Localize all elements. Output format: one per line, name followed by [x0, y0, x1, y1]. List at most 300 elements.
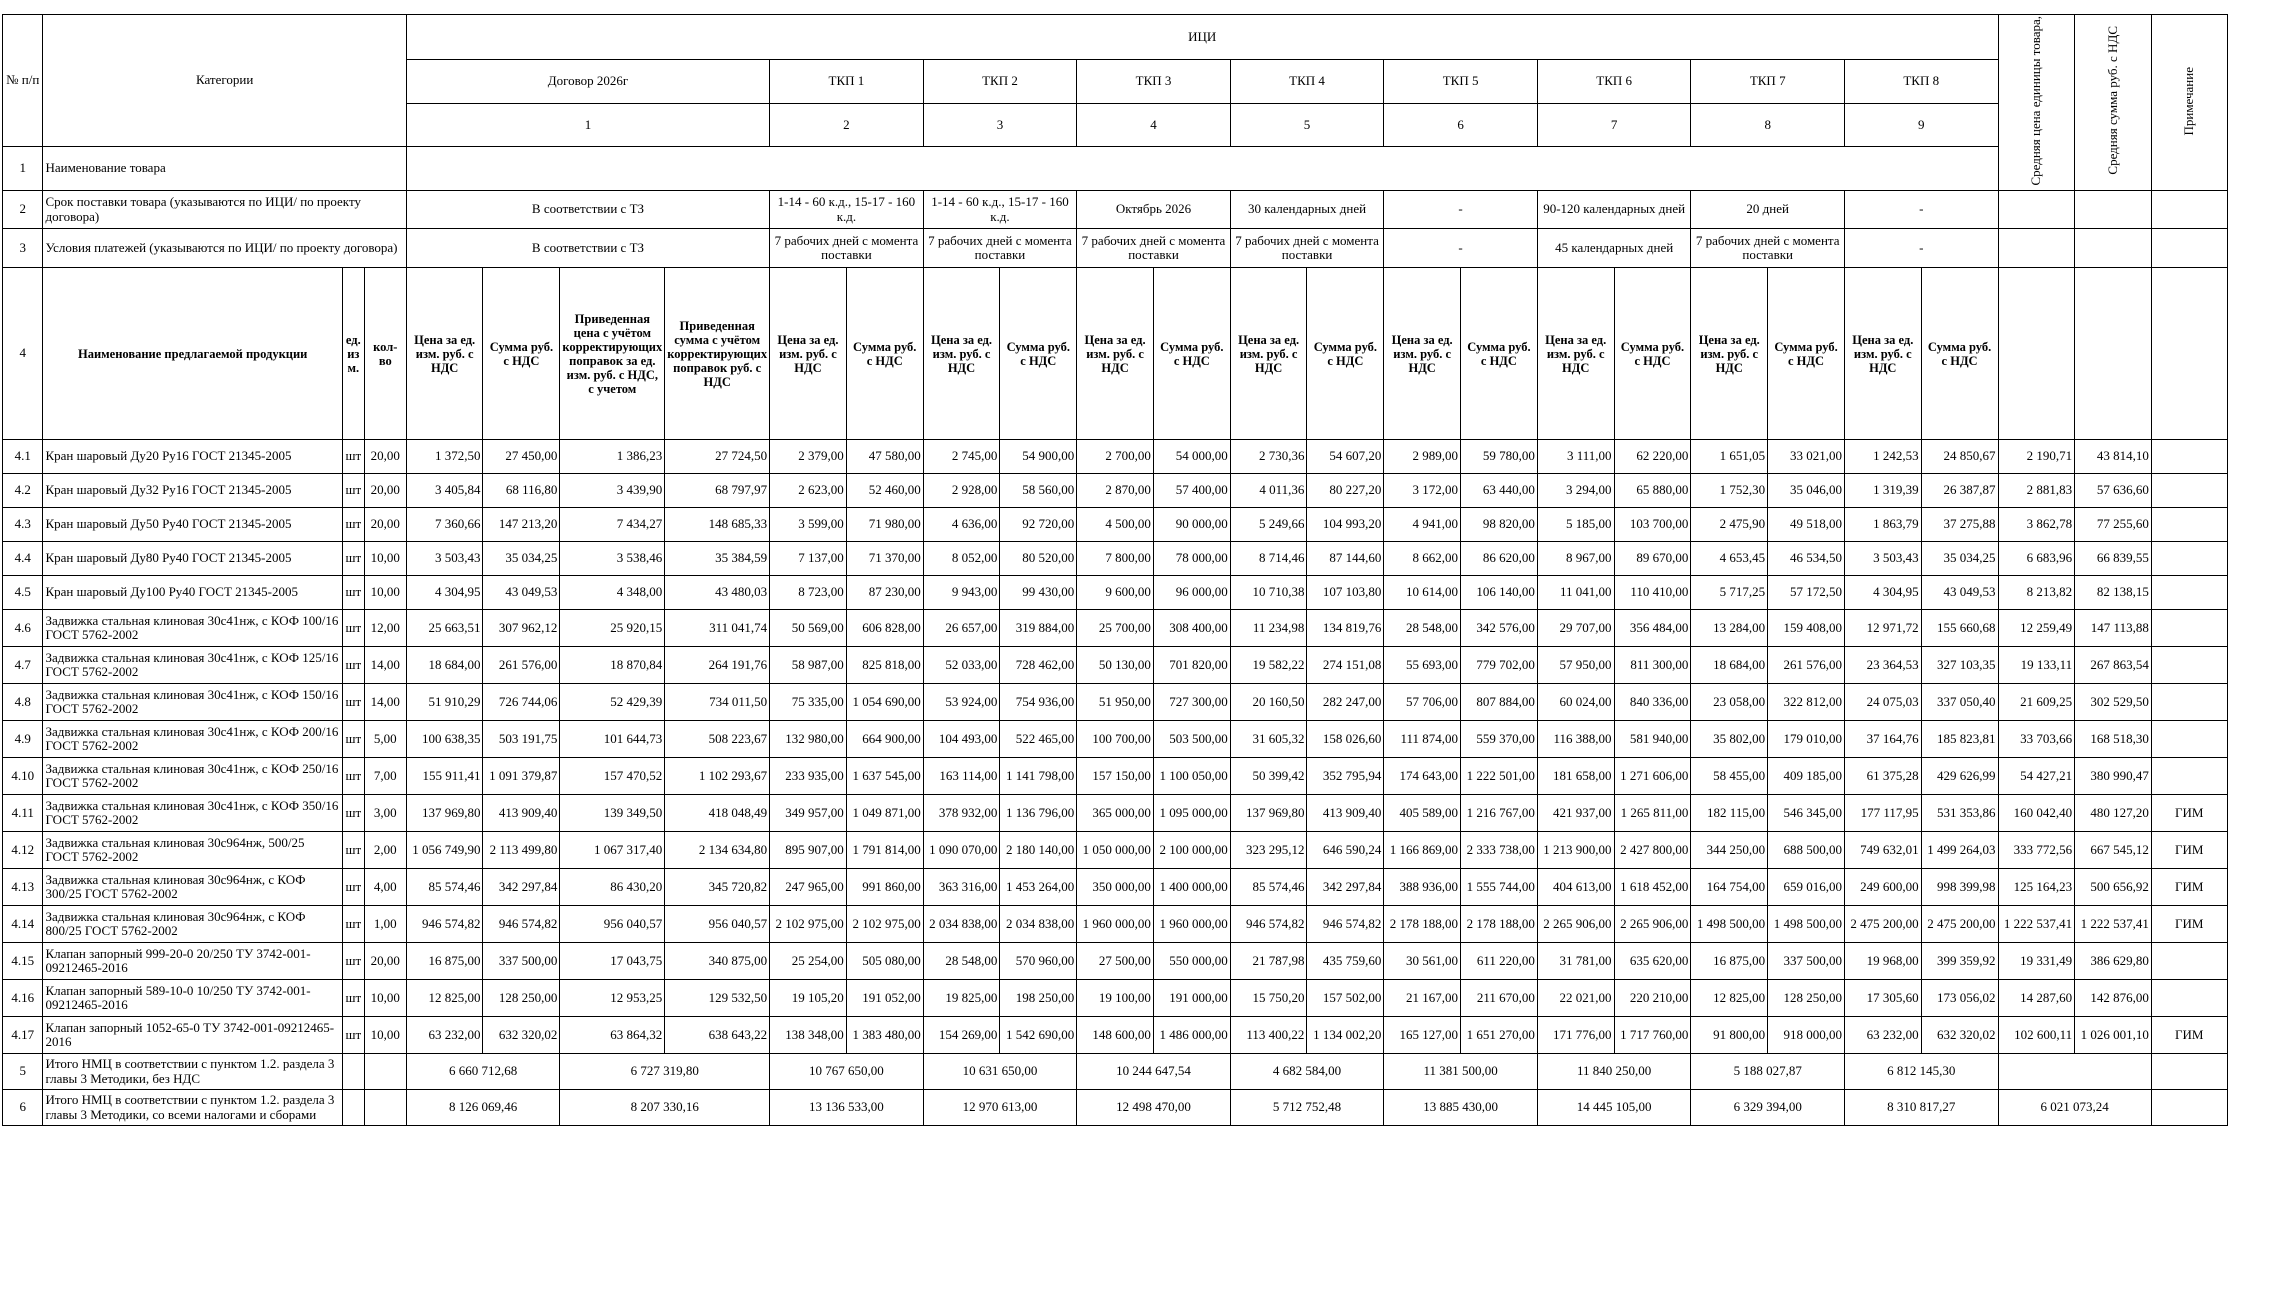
source-number-header: 7 — [1537, 103, 1691, 147]
item-value: 350 000,00 — [1077, 869, 1154, 906]
item-value: 1 222 537,41 — [2075, 906, 2152, 943]
item-value: 68 797,97 — [665, 474, 770, 508]
item-qty: 20,00 — [364, 474, 406, 508]
item-name: Клапан запорный 1052-65-0 ТУ 3742-001-09212465-2016 — [43, 1017, 342, 1054]
item-value: 132 980,00 — [770, 721, 847, 758]
item-value: 54 607,20 — [1307, 440, 1384, 474]
item-value: 1 091 379,87 — [483, 758, 560, 795]
item-value: 840 336,00 — [1614, 684, 1691, 721]
item-value: 31 605,32 — [1230, 721, 1307, 758]
item-value: 249 600,00 — [1844, 869, 1921, 906]
item-value: 80 520,00 — [1000, 542, 1077, 576]
row-number: 3 — [3, 229, 43, 268]
item-value: 4 500,00 — [1077, 508, 1154, 542]
item-value: 1 067 317,40 — [560, 832, 665, 869]
item-value: 82 138,15 — [2075, 576, 2152, 610]
empty-cell — [364, 1054, 406, 1090]
total-with-vat-cell: 12 498 470,00 — [1077, 1090, 1231, 1126]
item-value: 35 046,00 — [1768, 474, 1845, 508]
item-value: 89 670,00 — [1614, 542, 1691, 576]
delivery-term-cell: - — [1844, 191, 1998, 229]
sum-header: Сумма руб. с НДС — [1000, 268, 1077, 440]
source-name-header: ТКП 8 — [1844, 59, 1998, 103]
item-value: 191 000,00 — [1153, 980, 1230, 1017]
item-number: 4.6 — [3, 610, 43, 647]
item-value: 991 860,00 — [846, 869, 923, 906]
item-value: 503 500,00 — [1153, 721, 1230, 758]
item-value: 918 000,00 — [1768, 1017, 1845, 1054]
item-value: 727 300,00 — [1153, 684, 1230, 721]
item-value: 1 651 270,00 — [1460, 1017, 1537, 1054]
item-value: 503 191,75 — [483, 721, 560, 758]
item-value: 2 745,00 — [923, 440, 1000, 474]
item-value: 173 056,02 — [1921, 980, 1998, 1017]
item-value: 43 480,03 — [665, 576, 770, 610]
item-unit: шт — [342, 647, 364, 684]
adjusted-sum-header: Приведенная сумма с учётом корректирующих поправок руб. с НДС — [665, 268, 770, 440]
item-qty: 3,00 — [364, 795, 406, 832]
item-value: 17 305,60 — [1844, 980, 1921, 1017]
item-value: 429 626,99 — [1921, 758, 1998, 795]
item-value: 319 884,00 — [1000, 610, 1077, 647]
empty-cell — [2075, 229, 2152, 268]
item-qty: 10,00 — [364, 576, 406, 610]
item-value: 101 644,73 — [560, 721, 665, 758]
item-value: 85 574,46 — [406, 869, 483, 906]
item-value: 43 814,10 — [2075, 440, 2152, 474]
item-value: 1 213 900,00 — [1537, 832, 1614, 869]
item-value: 20 160,50 — [1230, 684, 1307, 721]
item-note — [2151, 508, 2227, 542]
item-qty: 2,00 — [364, 832, 406, 869]
item-value: 2 928,00 — [923, 474, 1000, 508]
item-value: 581 940,00 — [1614, 721, 1691, 758]
item-value: 1 791 814,00 — [846, 832, 923, 869]
item-value: 59 780,00 — [1460, 440, 1537, 474]
item-value: 65 880,00 — [1614, 474, 1691, 508]
item-value: 23 364,53 — [1844, 647, 1921, 684]
total-no-vat-cell: 11 381 500,00 — [1384, 1054, 1538, 1090]
item-name: Кран шаровый Ду50 Ру40 ГОСТ 21345-2005 — [43, 508, 342, 542]
item-value: 2 730,36 — [1230, 440, 1307, 474]
item-value: 128 250,00 — [483, 980, 560, 1017]
item-value: 344 250,00 — [1691, 832, 1768, 869]
item-number: 4.9 — [3, 721, 43, 758]
item-value: 807 884,00 — [1460, 684, 1537, 721]
item-value: 825 818,00 — [846, 647, 923, 684]
item-value: 75 335,00 — [770, 684, 847, 721]
item-value: 177 117,95 — [1844, 795, 1921, 832]
empty-cell — [2151, 191, 2227, 229]
item-value: 220 210,00 — [1614, 980, 1691, 1017]
item-value: 12 825,00 — [406, 980, 483, 1017]
total-no-vat-cell: 6 727 319,80 — [560, 1054, 770, 1090]
item-value: 100 700,00 — [1077, 721, 1154, 758]
item-value: 7 800,00 — [1077, 542, 1154, 576]
item-value: 726 744,06 — [483, 684, 560, 721]
total-no-vat-cell: 4 682 584,00 — [1230, 1054, 1384, 1090]
item-value: 17 043,75 — [560, 943, 665, 980]
sum-header: Сумма руб. с НДС — [1460, 268, 1537, 440]
item-note: ГИМ — [2151, 906, 2227, 943]
empty-cell — [1998, 191, 2075, 229]
item-number: 4.12 — [3, 832, 43, 869]
item-value: 2 427 800,00 — [1614, 832, 1691, 869]
item-value: 550 000,00 — [1153, 943, 1230, 980]
empty-cell — [2075, 191, 2152, 229]
item-unit: шт — [342, 610, 364, 647]
source-name-header: ТКП 4 — [1230, 59, 1384, 103]
delivery-term-cell: 30 календарных дней — [1230, 191, 1384, 229]
item-value: 99 430,00 — [1000, 576, 1077, 610]
table-row — [3, 869, 2276, 906]
item-value: 77 255,60 — [2075, 508, 2152, 542]
item-value: 43 049,53 — [1921, 576, 1998, 610]
item-unit: шт — [342, 721, 364, 758]
item-value: 47 580,00 — [846, 440, 923, 474]
item-value: 508 223,67 — [665, 721, 770, 758]
row-label: Итого НМЦ в соответствии с пунктом 1.2. раздела 3 главы 3 Методики, без НДС — [43, 1054, 342, 1090]
item-name: Задвижка стальная клиновая 30с41нж, с КОФ 100/16 ГОСТ 5762-2002 — [43, 610, 342, 647]
item-value: 522 465,00 — [1000, 721, 1077, 758]
item-value: 1 049 871,00 — [846, 795, 923, 832]
item-value: 2 178 188,00 — [1460, 906, 1537, 943]
item-unit: шт — [342, 869, 364, 906]
item-name: Кран шаровый Ду32 Ру16 ГОСТ 21345-2005 — [43, 474, 342, 508]
sum-header: Сумма руб. с НДС — [1153, 268, 1230, 440]
total-with-vat-cell: 13 885 430,00 — [1384, 1090, 1538, 1126]
item-value: 3 862,78 — [1998, 508, 2075, 542]
item-name: Клапан запорный 589-10-0 10/250 ТУ 3742-001-09212465-2016 — [43, 980, 342, 1017]
item-name: Задвижка стальная клиновая 30с41нж, с КОФ 125/16 ГОСТ 5762-2002 — [43, 647, 342, 684]
source-name-header: Договор 2026г — [406, 59, 769, 103]
item-value: 8 213,82 — [1998, 576, 2075, 610]
item-value: 85 574,46 — [1230, 869, 1307, 906]
item-value: 233 935,00 — [770, 758, 847, 795]
item-value: 168 518,30 — [2075, 721, 2152, 758]
item-note — [2151, 980, 2227, 1017]
item-value: 1 095 000,00 — [1153, 795, 1230, 832]
item-unit: шт — [342, 684, 364, 721]
total-with-vat-cell: 14 445 105,00 — [1537, 1090, 1691, 1126]
item-value: 37 164,76 — [1844, 721, 1921, 758]
item-value: 340 875,00 — [665, 943, 770, 980]
item-value: 155 660,68 — [1921, 610, 1998, 647]
price-header: Цена за ед. изм. руб. с НДС — [1844, 268, 1921, 440]
item-value: 142 876,00 — [2075, 980, 2152, 1017]
item-value: 1 960 000,00 — [1153, 906, 1230, 943]
item-value: 2 265 906,00 — [1614, 906, 1691, 943]
item-value: 158 026,60 — [1307, 721, 1384, 758]
item-value: 282 247,00 — [1307, 684, 1384, 721]
item-value: 349 957,00 — [770, 795, 847, 832]
item-value: 26 657,00 — [923, 610, 1000, 647]
payment-terms-cell: 7 рабочих дней с момента поставки — [923, 229, 1077, 268]
item-value: 35 034,25 — [483, 542, 560, 576]
item-value: 946 574,82 — [1230, 906, 1307, 943]
item-name: Задвижка стальная клиновая 30с964нж, с КОФ 300/25 ГОСТ 5762-2002 — [43, 869, 342, 906]
item-qty: 10,00 — [364, 980, 406, 1017]
item-number: 4.1 — [3, 440, 43, 474]
item-value: 98 820,00 — [1460, 508, 1537, 542]
item-value: 58 455,00 — [1691, 758, 1768, 795]
item-value: 102 600,11 — [1998, 1017, 2075, 1054]
item-note — [2151, 684, 2227, 721]
item-value: 35 034,25 — [1921, 542, 1998, 576]
item-value: 63 232,00 — [1844, 1017, 1921, 1054]
item-value: 3 172,00 — [1384, 474, 1461, 508]
item-value: 104 493,00 — [923, 721, 1000, 758]
item-name: Задвижка стальная клиновая 30с41нж, с КОФ 350/16 ГОСТ 5762-2002 — [43, 795, 342, 832]
price-header: Цена за ед. изм. руб. с НДС — [923, 268, 1000, 440]
source-name-header: ТКП 1 — [770, 59, 924, 103]
item-value: 19 105,20 — [770, 980, 847, 1017]
item-value: 179 010,00 — [1768, 721, 1845, 758]
payment-terms-cell: 7 рабочих дней с момента поставки — [1691, 229, 1845, 268]
item-value: 165 127,00 — [1384, 1017, 1461, 1054]
item-value: 137 969,80 — [406, 795, 483, 832]
sum-header: Сумма руб. с НДС — [1307, 268, 1384, 440]
item-value: 19 825,00 — [923, 980, 1000, 1017]
total-with-vat-cell: 6 329 394,00 — [1691, 1090, 1845, 1126]
item-value: 116 388,00 — [1537, 721, 1614, 758]
item-value: 100 638,35 — [406, 721, 483, 758]
item-value: 386 629,80 — [2075, 943, 2152, 980]
item-note: ГИМ — [2151, 1017, 2227, 1054]
item-value: 2 265 906,00 — [1537, 906, 1614, 943]
delivery-term-cell: Октябрь 2026 — [1077, 191, 1231, 229]
item-value: 4 941,00 — [1384, 508, 1461, 542]
product-name-header: Наименование предлагаемой продукции — [43, 268, 342, 440]
item-value: 667 545,12 — [2075, 832, 2152, 869]
source-number-header: 4 — [1077, 103, 1231, 147]
item-value: 157 470,52 — [560, 758, 665, 795]
item-name: Задвижка стальная клиновая 30с41нж, с КОФ 150/16 ГОСТ 5762-2002 — [43, 684, 342, 721]
table-row — [3, 440, 2276, 474]
item-value: 35 802,00 — [1691, 721, 1768, 758]
price-header: Цена за ед. изм. руб. с НДС — [406, 268, 483, 440]
item-value: 3 439,90 — [560, 474, 665, 508]
empty-cell — [2151, 1054, 2227, 1090]
item-value: 13 284,00 — [1691, 610, 1768, 647]
row-number: 1 — [3, 147, 43, 191]
item-value: 137 969,80 — [1230, 795, 1307, 832]
item-value: 57 400,00 — [1153, 474, 1230, 508]
item-value: 63 232,00 — [406, 1017, 483, 1054]
item-value: 4 011,36 — [1230, 474, 1307, 508]
item-value: 505 080,00 — [846, 943, 923, 980]
table-row — [3, 610, 2276, 647]
empty-cell — [1998, 268, 2075, 440]
item-value: 27 450,00 — [483, 440, 560, 474]
item-name: Кран шаровый Ду20 Ру16 ГОСТ 21345-2005 — [43, 440, 342, 474]
item-value: 998 399,98 — [1921, 869, 1998, 906]
item-value: 8 723,00 — [770, 576, 847, 610]
price-header: Цена за ед. изм. руб. с НДС — [1230, 268, 1307, 440]
total-with-vat-cell: 6 021 073,24 — [1998, 1090, 2151, 1126]
item-value: 261 576,00 — [1768, 647, 1845, 684]
item-value: 12 971,72 — [1844, 610, 1921, 647]
item-value: 57 706,00 — [1384, 684, 1461, 721]
item-value: 21 609,25 — [1998, 684, 2075, 721]
item-value: 2 379,00 — [770, 440, 847, 474]
item-value: 110 410,00 — [1614, 576, 1691, 610]
item-number: 4.14 — [3, 906, 43, 943]
item-value: 413 909,40 — [483, 795, 560, 832]
empty-cell — [406, 147, 1998, 191]
item-value: 7 137,00 — [770, 542, 847, 576]
item-value: 148 600,00 — [1077, 1017, 1154, 1054]
item-value: 4 304,95 — [1844, 576, 1921, 610]
item-unit: шт — [342, 795, 364, 832]
note-header-text: Примечание — [2180, 66, 2196, 136]
item-name: Клапан запорный 999-20-0 20/250 ТУ 3742-001-09212465-2016 — [43, 943, 342, 980]
item-value: 1 651,05 — [1691, 440, 1768, 474]
item-value: 148 685,33 — [665, 508, 770, 542]
item-value: 12 259,49 — [1998, 610, 2075, 647]
item-value: 1 498 500,00 — [1691, 906, 1768, 943]
item-value: 147 213,20 — [483, 508, 560, 542]
adjusted-price-header: Приведенная цена с учётом корректирующих поправок за ед. изм. руб. с НДС, с учетом — [560, 268, 665, 440]
delivery-term-cell: В соответствии с ТЗ — [406, 191, 769, 229]
item-value: 399 359,92 — [1921, 943, 1998, 980]
item-value: 811 300,00 — [1614, 647, 1691, 684]
total-with-vat-cell: 12 970 613,00 — [923, 1090, 1077, 1126]
total-no-vat-cell: 6 812 145,30 — [1844, 1054, 1998, 1090]
item-value: 1 752,30 — [1691, 474, 1768, 508]
table-row — [3, 906, 2276, 943]
item-value: 1 863,79 — [1844, 508, 1921, 542]
item-value: 86 620,00 — [1460, 542, 1537, 576]
item-value: 302 529,50 — [2075, 684, 2152, 721]
item-note — [2151, 647, 2227, 684]
item-value: 16 875,00 — [1691, 943, 1768, 980]
table-row — [3, 147, 2276, 191]
table-row — [3, 647, 2276, 684]
item-value: 2 034 838,00 — [923, 906, 1000, 943]
item-value: 90 000,00 — [1153, 508, 1230, 542]
item-value: 356 484,00 — [1614, 610, 1691, 647]
item-value: 18 684,00 — [1691, 647, 1768, 684]
row-label: Условия платежей (указываются по ИЦИ/ по проекту договора) — [43, 229, 406, 268]
item-value: 51 950,00 — [1077, 684, 1154, 721]
ici-header: ИЦИ — [406, 15, 1998, 60]
source-number-header: 5 — [1230, 103, 1384, 147]
item-value: 164 754,00 — [1691, 869, 1768, 906]
item-value: 1 136 796,00 — [1000, 795, 1077, 832]
item-value: 345 720,82 — [665, 869, 770, 906]
item-value: 267 863,54 — [2075, 647, 2152, 684]
item-value: 46 534,50 — [1768, 542, 1845, 576]
delivery-term-cell: 90-120 календарных дней — [1537, 191, 1691, 229]
row-number: 2 — [3, 191, 43, 229]
table-row — [3, 1054, 2276, 1090]
item-value: 1 400 000,00 — [1153, 869, 1230, 906]
item-value: 8 967,00 — [1537, 542, 1614, 576]
item-value: 53 924,00 — [923, 684, 1000, 721]
payment-terms-cell: 45 календарных дней — [1537, 229, 1691, 268]
avg-sum-header — [2075, 15, 2152, 191]
item-value: 49 518,00 — [1768, 508, 1845, 542]
item-value: 78 000,00 — [1153, 542, 1230, 576]
item-value: 2 102 975,00 — [846, 906, 923, 943]
item-value: 25 663,51 — [406, 610, 483, 647]
item-qty: 7,00 — [364, 758, 406, 795]
item-value: 342 297,84 — [1307, 869, 1384, 906]
item-value: 4 304,95 — [406, 576, 483, 610]
item-value: 3 599,00 — [770, 508, 847, 542]
item-value: 1 265 811,00 — [1614, 795, 1691, 832]
row-number: 5 — [3, 1054, 43, 1090]
item-value: 404 613,00 — [1537, 869, 1614, 906]
item-value: 2 113 499,80 — [483, 832, 560, 869]
item-value: 2 989,00 — [1384, 440, 1461, 474]
item-value: 3 503,43 — [1844, 542, 1921, 576]
item-value: 57 950,00 — [1537, 647, 1614, 684]
item-value: 606 828,00 — [846, 610, 923, 647]
item-value: 58 560,00 — [1000, 474, 1077, 508]
item-value: 9 600,00 — [1077, 576, 1154, 610]
item-value: 2 134 634,80 — [665, 832, 770, 869]
item-value: 7 360,66 — [406, 508, 483, 542]
item-value: 57 636,60 — [2075, 474, 2152, 508]
item-value: 163 114,00 — [923, 758, 1000, 795]
item-value: 171 776,00 — [1537, 1017, 1614, 1054]
item-value: 2 623,00 — [770, 474, 847, 508]
item-unit: шт — [342, 542, 364, 576]
item-value: 24 850,67 — [1921, 440, 1998, 474]
payment-terms-cell: 7 рабочих дней с момента поставки — [770, 229, 924, 268]
item-value: 106 140,00 — [1460, 576, 1537, 610]
item-unit: шт — [342, 508, 364, 542]
table-row — [3, 684, 2276, 721]
item-qty: 12,00 — [364, 610, 406, 647]
item-value: 323 295,12 — [1230, 832, 1307, 869]
item-value: 1 141 798,00 — [1000, 758, 1077, 795]
row-label: Наименование товара — [43, 147, 406, 191]
item-note: ГИМ — [2151, 795, 2227, 832]
item-value: 87 144,60 — [1307, 542, 1384, 576]
table-row — [3, 943, 2276, 980]
item-value: 409 185,00 — [1768, 758, 1845, 795]
item-value: 1 498 500,00 — [1768, 906, 1845, 943]
item-value: 480 127,20 — [2075, 795, 2152, 832]
item-value: 1 166 869,00 — [1384, 832, 1461, 869]
item-value: 103 700,00 — [1614, 508, 1691, 542]
item-value: 322 812,00 — [1768, 684, 1845, 721]
item-value: 247 965,00 — [770, 869, 847, 906]
item-number: 4.17 — [3, 1017, 43, 1054]
item-note: ГИМ — [2151, 832, 2227, 869]
item-value: 413 909,40 — [1307, 795, 1384, 832]
item-value: 157 502,00 — [1307, 980, 1384, 1017]
item-value: 129 532,50 — [665, 980, 770, 1017]
payment-terms-cell: - — [1844, 229, 1998, 268]
item-value: 779 702,00 — [1460, 647, 1537, 684]
item-qty: 14,00 — [364, 647, 406, 684]
item-value: 311 041,74 — [665, 610, 770, 647]
item-value: 2 178 188,00 — [1384, 906, 1461, 943]
item-name: Задвижка стальная клиновая 30с41нж, с КОФ 200/16 ГОСТ 5762-2002 — [43, 721, 342, 758]
item-qty: 20,00 — [364, 508, 406, 542]
price-header: Цена за ед. изм. руб. с НДС — [1077, 268, 1154, 440]
empty-cell — [342, 1054, 364, 1090]
item-value: 19 133,11 — [1998, 647, 2075, 684]
item-value: 63 864,32 — [560, 1017, 665, 1054]
table-row — [3, 832, 2276, 869]
sum-header: Сумма руб. с НДС — [846, 268, 923, 440]
row-number: 6 — [3, 1090, 43, 1126]
